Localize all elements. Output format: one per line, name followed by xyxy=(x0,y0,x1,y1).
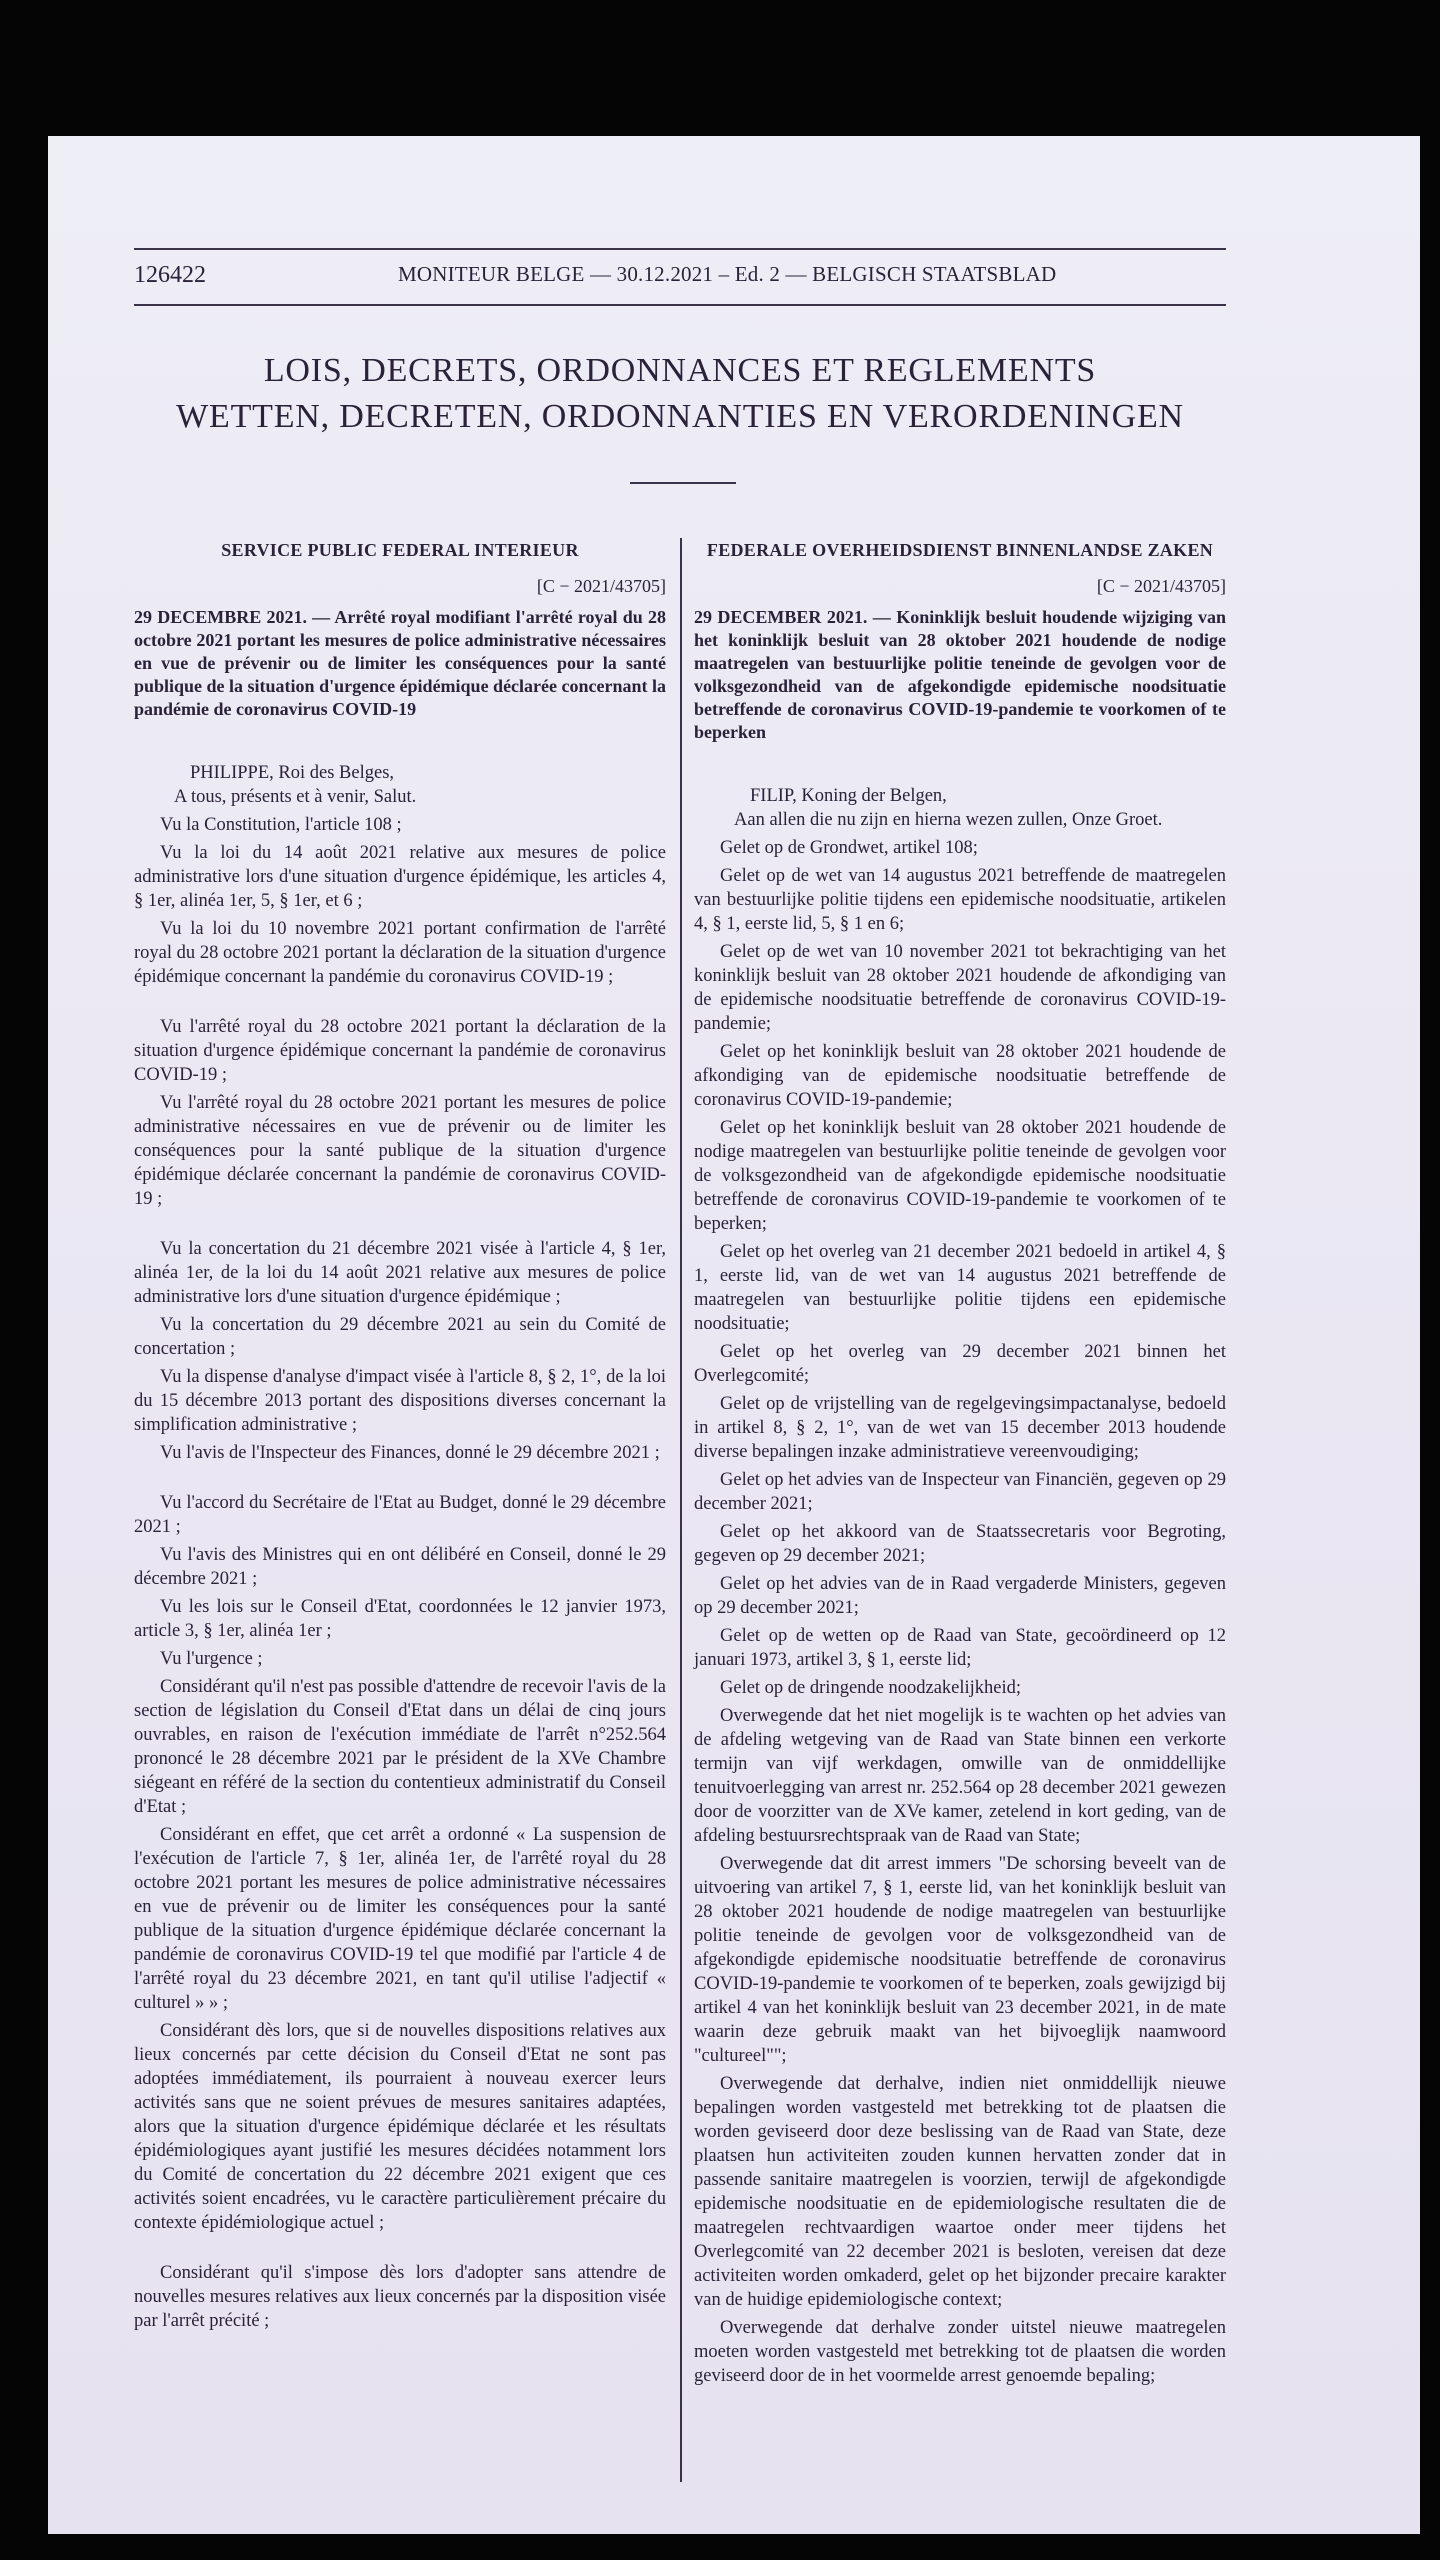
king-line-fr: PHILIPPE, Roi des Belges, xyxy=(190,763,395,783)
paragraph-nl: Gelet op het akkoord van de Staatssecretaris voor Begroting, gegeven op 29 december 2021; xyxy=(694,1522,1226,1566)
section-title-fr: LOIS, DECRETS, ORDONNANCES ET REGLEMENTS xyxy=(263,352,1097,389)
preamble-nl xyxy=(694,784,1226,832)
page-number: 126422 xyxy=(134,262,206,288)
column-divider xyxy=(680,538,682,2482)
king-line-nl: FILIP, Koning der Belgen, xyxy=(750,786,947,806)
service-heading-nl: FEDERALE OVERHEIDSDIENST BINNENLANDSE ZAKEN xyxy=(706,540,1214,560)
paragraph-fr: Vu l'arrêté royal du 28 octobre 2021 portant la déclaration de la situation d'urgence épidémique concernant la pandémie de coronavirus COVID-19 ; xyxy=(134,1017,666,1085)
paragraph-nl: Gelet op de wet van 14 augustus 2021 betreffende de maatregelen van bestuurlijke politie tijdens een epidemische noodsituatie, artikelen 4, § 1, eerste lid, 5, § 1 en 6; xyxy=(694,866,1226,934)
paragraph-fr: Vu la concertation du 29 décembre 2021 au sein du Comité de concertation ; xyxy=(134,1315,666,1359)
paragraph-nl: Gelet op het overleg van 29 december 2021 binnen het Overlegcomité; xyxy=(694,1342,1226,1386)
paragraph-nl: Gelet op het koninklijk besluit van 28 oktober 2021 houdende de afkondiging van de epidemische noodsituatie betreffende de coronavirus COVID-19-pandemie; xyxy=(694,1042,1226,1110)
gazette-page xyxy=(134,248,1226,2488)
paragraph-fr: Vu la concertation du 21 décembre 2021 visée à l'article 4, § 1er, alinéa 1er, de la loi du 14 août 2021 relative aux mesures de police administrative lors d'une situation d'urgence épidémique ; xyxy=(134,1239,666,1307)
paragraph-fr: Considérant qu'il n'est pas possible d'attendre de recevoir l'avis de la section de législation du Conseil d'Etat dans un délai de cinq jours ouvrables, en raison de l'exécution immédiate de l'arrêt n°252.564 prononcé le 28 décembre 2021 par le président de la XVe Chambre siégeant en référé de la section du contentieux administratif du Conseil d'Etat ; xyxy=(134,1677,666,1817)
paragraph-fr: Vu la Constitution, l'article 108 ; xyxy=(160,815,402,835)
reference-nl: [C − 2021/43705] xyxy=(1096,576,1226,596)
paragraph-nl: Gelet op de wetten op de Raad van State, gecoördineerd op 12 januari 1973, artikel 3, § 1, eerste lid; xyxy=(694,1626,1226,1670)
paragraph-nl: Gelet op het koninklijk besluit van 28 oktober 2021 houdende de nodige maatregelen van bestuurlijke politie teneinde de gevolgen voor de volksgezondheid van de afgekondigde epidemische noodsituatie betreffende de coronavirus COVID-19-pandemie te voorkomen of te beperken; xyxy=(694,1118,1226,1234)
salute-line-nl: Aan allen die nu zijn en hierna wezen zullen, Onze Groet. xyxy=(734,810,1163,830)
paragraph-nl: Gelet op de dringende noodzakelijkheid; xyxy=(720,1678,1022,1698)
paragraph-nl: Gelet op het advies van de in Raad vergaderde Ministers, gegeven op 29 december 2021; xyxy=(694,1574,1226,1618)
paragraph-nl: Gelet op de wet van 10 november 2021 tot bekrachtiging van het koninklijk besluit van 28 oktober 2021 houdende de afkondiging van de epidemische noodsituatie betreffende de coronavirus COVID-19-pandemie; xyxy=(694,942,1226,1034)
column-french xyxy=(134,538,666,2333)
paragraph-fr: Vu l'accord du Secrétaire de l'Etat au Budget, donné le 29 décembre 2021 ; xyxy=(134,1493,666,1537)
paragraph-nl: Gelet op de vrijstelling van de regelgevingsimpactanalyse, bedoeld in artikel 8, § 2, 1°, van de wet van 15 december 2013 houdende diverse bepalingen inzake administratieve vereenvoudiging; xyxy=(694,1394,1226,1462)
paragraph-fr: Vu l'avis des Ministres qui en ont délibéré en Conseil, donné le 29 décembre 2021 ; xyxy=(134,1545,666,1589)
section-title xyxy=(134,348,1226,440)
paragraph-fr: Vu la loi du 14 août 2021 relative aux mesures de police administrative lors d'une situation d'urgence épidémique, les articles 4, § 1er, alinéa 1er, 5, § 1er, et 6 ; xyxy=(134,843,666,911)
paragraph-fr: Vu l'arrêté royal du 28 octobre 2021 portant les mesures de police administrative nécessaires en vue de prévenir ou de limiter les conséquences pour la santé publique de la situation d'urgence épidémique déclarée concernant la pandémie de coronavirus COVID-19 ; xyxy=(134,1093,666,1209)
header-rule-top xyxy=(134,248,1226,250)
paragraph-nl: Overwegende dat derhalve, indien niet onmiddellijk nieuwe bepalingen worden vastgesteld met betrekking tot de plaatsen die worden geviseerd door deze beslissing van de Raad van State, deze plaatsen hun activiteiten zouden kunnen hervatten zonder dat in passende sanitaire maatregelen is voorzien, terwijl de afgekondigde epidemische noodsituatie en de epidemiologische resultaten die de maatregelen rechtvaardigen waartoe onder meer tijdens het Overlegcomité van 22 december 2021 is besloten, vereisen dat deze activiteiten worden omkaderd, gelet op het bijzonder precaire karakter van de huidige epidemiologische context; xyxy=(694,2074,1226,2310)
running-head: MONITEUR BELGE — 30.12.2021 – Ed. 2 — BELGISCH STAATSBLAD xyxy=(398,262,1057,286)
reference-fr: [C − 2021/43705] xyxy=(536,576,666,596)
paragraph-nl: Gelet op het overleg van 21 december 2021 bedoeld in artikel 4, § 1, eerste lid, van de wet van 14 augustus 2021 betreffende de maatregelen van bestuurlijke politie tijdens een epidemische noodsituatie; xyxy=(694,1242,1226,1334)
service-heading-fr: SERVICE PUBLIC FEDERAL INTERIEUR xyxy=(221,540,579,560)
decree-title-fr: 29 DECEMBRE 2021. — Arrêté royal modifiant l'arrêté royal du 28 octobre 2021 portant les mesures de police administrative nécessaires en vue de prévenir ou de limiter les conséquences pour la santé publique de la situation d'urgence épidémique déclarée concernant la pandémie de coronavirus COVID-19 xyxy=(134,607,667,719)
paragraph-fr: Vu l'urgence ; xyxy=(160,1649,263,1669)
decree-title-nl: 29 DECEMBER 2021. — Koninklijk besluit houdende wijziging van het koninklijk besluit van 28 oktober 2021 houdende de nodige maatregelen van bestuurlijke politie teneinde de gevolgen voor de volksgezondheid van de afgekondigde epidemische noodsituatie betreffende de coronavirus COVID-19-pandemie te voorkomen of te beperken xyxy=(694,607,1226,742)
paragraph-nl: Overwegende dat dit arrest immers "De schorsing beveelt van de uitvoering van artikel 7, § 1, eerste lid, van het koninklijk besluit van 28 oktober 2021 houdende de nodige maatregelen van bestuurlijke politie teneinde de gevolgen voor de volksgezondheid van de afgekondigde epidemische noodsituatie betreffende de coronavirus COVID-19-pandemie te voorkomen of te beperken, zoals gewijzigd bij artikel 4 van het koninklijk besluit van 23 december 2021, in de mate waarin deze gebruik maakt van het bijvoeglijk naamwoord "cultureel""; xyxy=(694,1854,1226,2066)
paragraph-fr: Vu la dispense d'analyse d'impact visée à l'article 8, § 2, 1°, de la loi du 15 décembre 2013 portant des dispositions diverses concernant la simplification administrative ; xyxy=(134,1367,666,1435)
section-title-nl: WETTEN, DECRETEN, ORDONNANTIES EN VERORDENINGEN xyxy=(176,398,1184,435)
paragraph-nl: Gelet op de Grondwet, artikel 108; xyxy=(720,838,978,858)
paragraph-fr: Vu l'avis de l'Inspecteur des Finances, donné le 29 décembre 2021 ; xyxy=(160,1443,660,1463)
paragraph-fr: Considérant qu'il s'impose dès lors d'adopter sans attendre de nouvelles mesures relatives aux lieux concernés par la disposition visée par l'arrêt précité ; xyxy=(134,2263,666,2331)
column-dutch xyxy=(694,538,1226,2388)
header-rule-bottom xyxy=(134,304,1226,306)
title-rule xyxy=(630,482,736,484)
paragraph-nl: Gelet op het advies van de Inspecteur van Financiën, gegeven op 29 december 2021; xyxy=(694,1470,1226,1514)
paragraph-nl: Overwegende dat derhalve zonder uitstel nieuwe maatregelen moeten worden vastgesteld met betrekking tot de plaatsen die worden geviseerd door de in het voormelde arrest genoemde bepaling; xyxy=(694,2318,1226,2386)
preamble-fr xyxy=(134,761,666,809)
paragraph-nl: Overwegende dat het niet mogelijk is te wachten op het advies van de afdeling wetgeving van de Raad van State binnen een verkorte termijn van vijf werkdagen, omwille van de onmiddellijke tenuitvoerlegging van arrest nr. 252.564 op 28 december 2021 gewezen door de voorzitter van de XVe kamer, zetelend in kort geding, van de afdeling bestuursrechtspraak van de Raad van State; xyxy=(694,1706,1226,1846)
paragraph-fr: Vu les lois sur le Conseil d'Etat, coordonnées le 12 janvier 1973, article 3, § 1er, alinéa 1er ; xyxy=(134,1597,666,1641)
paragraph-fr: Considérant dès lors, que si de nouvelles dispositions relatives aux lieux concernés par cette décision du Conseil d'Etat ne sont pas adoptées immédiatement, ils pourraient à nouveau exercer leurs activités sans que ne soient prévues de mesures sanitaires adaptées, alors que la situation d'urgence épidémique déclarée et les résultats épidémiologiques ayant justifié les mesures décidées notamment lors du Comité de concertation du 22 décembre 2021 exigent que ces activités soient encadrées, vu le caractère particulièrement précaire du contexte épidémiologique actuel ; xyxy=(134,2021,666,2233)
paragraph-fr: Considérant en effet, que cet arrêt a ordonné « La suspension de l'exécution de l'article 7, § 1er, alinéa 1er, de l'arrêté royal du 28 octobre 2021 portant les mesures de police administrative nécessaires en vue de prévenir ou de limiter les conséquences pour la santé publique de la situation d'urgence épidémique déclarée concernant la pandémie de coronavirus COVID-19 tel que modifié par l'article 4 de l'arrêté royal du 23 décembre 2021, en tant qu'il utilise l'adjectif « culturel » » ; xyxy=(134,1825,666,2013)
salute-line-fr: A tous, présents et à venir, Salut. xyxy=(174,787,417,807)
paragraph-fr: Vu la loi du 10 novembre 2021 portant confirmation de l'arrêté royal du 28 octobre 2021 portant la déclaration de la situation d'urgence épidémique concernant la pandémie du coronavirus COVID-19 ; xyxy=(134,919,666,987)
display-screen xyxy=(48,136,1420,2534)
